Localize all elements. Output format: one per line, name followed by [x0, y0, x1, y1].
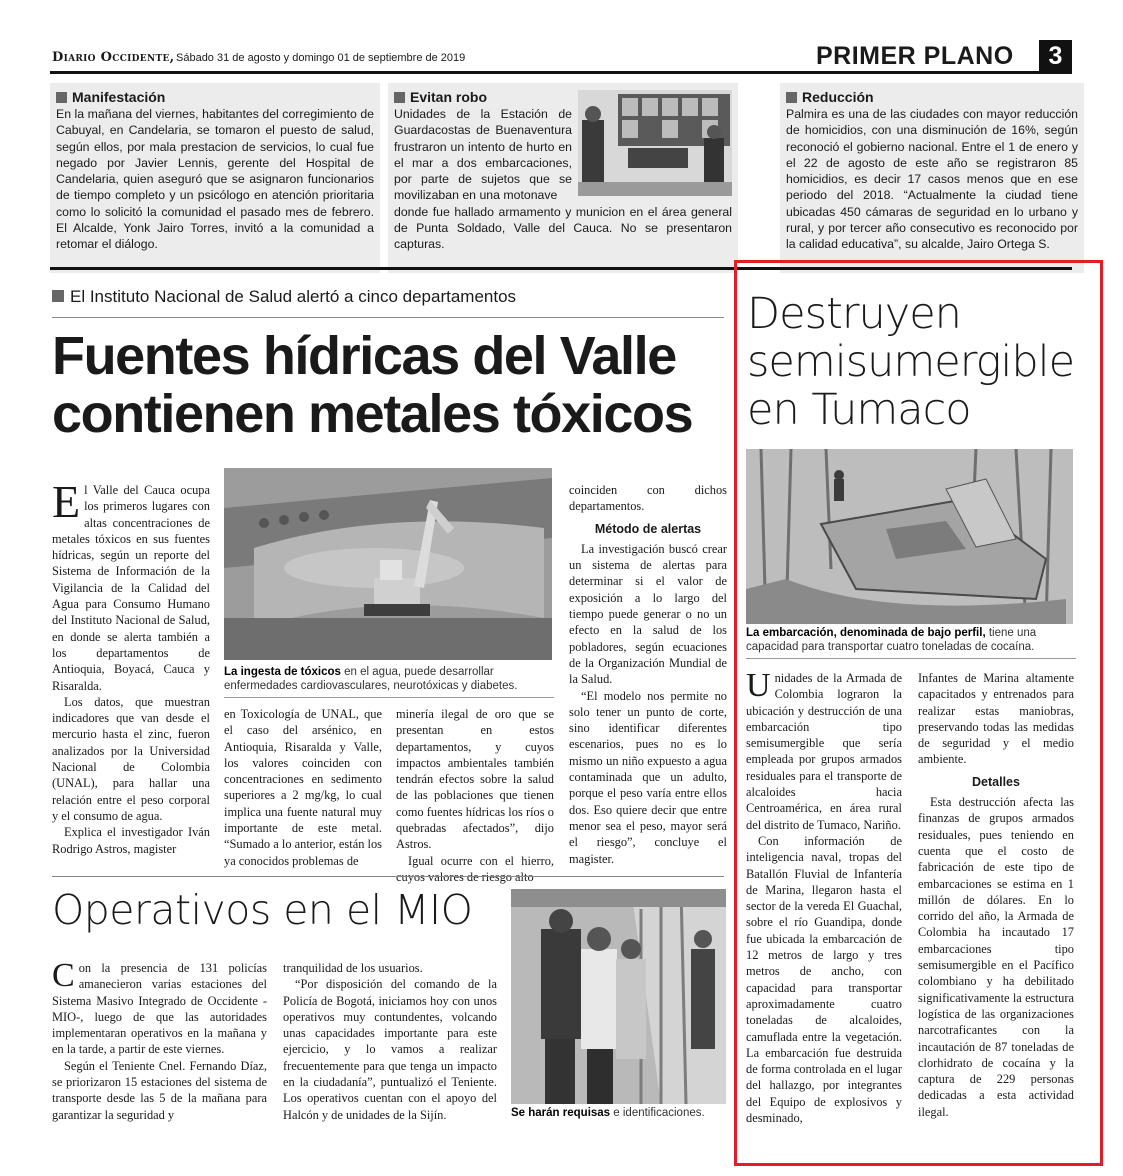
issue-date: Sábado 31 de agosto y domingo 01 de septiembre de 2019	[176, 52, 466, 64]
paragraph: tranquilidad de los usuarios.	[283, 961, 423, 975]
drop-cap: E	[52, 476, 81, 527]
tumaco-story-column-2	[918, 670, 1074, 1120]
drop-cap: C	[52, 957, 75, 994]
caption-rule	[746, 658, 1076, 659]
square-bullet-icon	[394, 92, 405, 103]
newspaper-name: Diario Occidente,	[52, 50, 175, 65]
paragraph: minería ilegal de oro que se presentan en estos departamentos, y cuyos impactos ambientales también tendrán efectos sobre la salud de las poblaciones que tienen como fuentes hídricas los ríos o quebradas afectados”, dijo Astros.	[396, 707, 554, 852]
paragraph: nidades de la Armada de Colombia lograron la ubicación y destrucción de una embarcación tipo semisumergible que sería empleada por grupos armados residuales para el transporte de alcaloides hacia Centroamérica, en área rural del distrito de Tumaco, Nariño.	[746, 671, 902, 832]
police-search-photo	[511, 889, 726, 1104]
paragraph: “Por disposición del comando de la Policía de Bogotá, iniciamos hoy con unos operativos muy contundentes, volcando unas capacidades importante para este ejercicio, y lo vamos a realizar frecuentemente para que tenga un impacto en la ciudadanía”, puntualizó el Teniente. Los operativos cuentan con el apoyo del Halcón y de unidades de la Sijín.	[283, 977, 497, 1122]
brief-title: Reducción	[786, 88, 1078, 106]
paragraph: La investigación buscó crear un sistema de alertas para determinar si el valor de exposición a lo largo del tiempo puede generar o no un efecto en la salud de los pobladores, según ecuaciones de la Organización Mundial de la Salud.	[569, 541, 727, 687]
main-story-column-2	[224, 706, 382, 869]
paragraph: on la presencia de 131 policías amanecieron varias estaciones del Sistema Masivo Integrado de Occidente -MIO-, luego de que las autoridades implementaran operativos en la mañana y en la tarde, a partir de este viernes.	[52, 961, 267, 1057]
brief-text: Palmira es una de las ciudades con mayor reducción de homicidios, con una disminución de 16%, según reconoció el gobierno nacional. Entre el 1 de enero y el 22 de agosto de este año se registraron 85 homicidios, es decir 17 casos menos que en ese periodo del 2018. “Actualmente la ciudad tiene ubicadas 450 cámaras de seguridad en lo urbano y rural, y por tercer año consecutivo es reconocido por la calidad educativa”, su alcalde, Jairo Ortega S.	[786, 107, 1078, 252]
paragraph: en Toxicología de UNAL, que el caso del arsénico, en Antioquia, Risaralda y Valle, los valores coinciden con concentraciones en sedimento superiores a 2 mg/kg, lo cual implica una fuente natural muy importante de este metal. “Sumado a lo anterior, están los ya conocidos problemas de	[224, 707, 382, 868]
story-rule	[52, 876, 724, 877]
subheading: Detalles	[972, 774, 1020, 789]
header-rule	[50, 71, 1072, 74]
tumaco-story-column-1	[746, 667, 902, 1126]
caption-rule	[224, 697, 554, 698]
section-title: PRIMER PLANO	[816, 42, 1014, 70]
brief-evitan-robo	[388, 83, 738, 273]
paragraph: Explica el investigador Iván Rodrigo Astros, magister	[52, 825, 210, 856]
square-bullet-icon	[786, 92, 797, 103]
paragraph: “El modelo nos permite no solo tener un punto de corte, sino identificar diferentes escenarios, pues no es lo mismo un niño expuesto a agua contaminada que un adulto, porque el peso varía entre ellos dos. Eso quiere decir que entre menor sea el peso, mayor será el riesgo”, concluye el magister.	[569, 688, 727, 866]
square-bullet-icon	[56, 92, 67, 103]
brief-title: Evitan robo	[394, 88, 572, 106]
paragraph: Según el Teniente Cnel. Fernando Díaz, se priorizaron 15 estaciones del sistema de transporte desde las 5 de la mañana para garantizar la seguridad y	[52, 1058, 267, 1122]
police-photo-caption: Se harán requisas e identificaciones.	[511, 1107, 705, 1119]
paragraph: Esta destrucción afecta las finanzas de grupos armados residuales, pues teniendo en cuenta que el costo de fabricación de este tipo de embarcaciones se estima en 1 millón de dólares. En lo corrido del año, la Armada de Colombia ha incautado 17 embarcaciones tipo semisumergible en el Pacífico colombiano y ha debilitado significativamente la estructura logística de las organizaciones narcotraficantes con la incautación de 87 toneladas de clorhidrato de cocaína y la captura de 229 personas dedicadas a esta actividad ilegal.	[918, 795, 1074, 1119]
main-story-column-3	[396, 706, 554, 885]
main-story-column-4	[569, 482, 727, 867]
paragraph: coinciden con dichos departamentos.	[569, 483, 727, 514]
main-story-column-1	[52, 476, 210, 857]
mio-story-headline: Operativos en el MIO	[52, 886, 473, 934]
semisubmersible-photo-caption: La embarcación, denominada de bajo perfil, tiene una capacidad para transportar cuatro toneladas de cocaína.	[746, 627, 1037, 653]
coastguard-weapons-photo	[578, 90, 732, 196]
brief-manifestacion	[50, 83, 380, 273]
drop-cap: U	[746, 667, 771, 704]
paragraph: Con información de inteligencia naval, tropas del Batallón Fluvial de Infantería de Marina, llegaron hasta el sector de la vereda El Guachal, sobre el río Guandipa, donde fue ubicada la embarcación de 12 metros de largo y tres metros de ancho, con capacidad para transportar aproximadamente cuatro toneladas de alcaloides, camuflada entre la vegetación. La embarcación fue destruida de forma controlada en el lugar del hallazgo, por integrantes del Equipo de explosivos y desminado,	[746, 833, 902, 1126]
brief-title: Manifestación	[56, 88, 374, 106]
brief-reduccion	[780, 83, 1084, 273]
paragraph: Igual ocurre con el hierro,	[408, 853, 554, 868]
excavator-photo-caption: La ingesta de tóxicos en el agua, puede desarrollar enfermedades cardiovasculares, neurotóxicas y diabetes.	[224, 666, 518, 692]
excavator-photo	[224, 468, 552, 660]
semisubmersible-photo	[746, 449, 1073, 624]
paragraph: Los datos, que muestran indicadores que van desde el mercurio hasta el zinc, fueron analizados por la Universidad Nacional de Colombia (UNAL), para hallar una relación entre el peso corporal y el consumo de agua.	[52, 694, 210, 823]
tumaco-story-headline: Destruyen semisumergible en Tumaco	[747, 289, 1075, 435]
brief-text: En la mañana del viernes, habitantes del corregimiento de Cabuyal, en Candelaria, se tomaron el puesto de salud, según ellos, por mala prestacion de servicios, lo cual fue negado por Javier Lennis, gerente del Hospital de Candelaria, quien aseguró que se asignaron funcionarios de tiempo completo y un psicólogo en atención prioritaria como lo solicitó la comunidad el pasado mes de febrero. El Alcalde, Yonk Jairo Torres, invitó a la comunidad a retomar el diálogo.	[56, 107, 374, 252]
subheading: Método de alertas	[594, 521, 702, 536]
paragraph: Infantes de Marina altamente capacitados y entrenados para realizar estas maniobras, preservando todas las medidas de seguridad y el medio ambiente.	[918, 671, 1074, 767]
square-bullet-icon	[52, 290, 64, 302]
mio-story-column-1	[52, 957, 267, 1123]
main-story-kicker: El Instituto Nacional de Salud alertó a cinco departamentos	[52, 287, 516, 307]
main-story-headline: Fuentes hídricas del Valle contienen metales tóxicos	[52, 326, 693, 444]
brief-text-continued: donde fue hallado armamento y municion en el área general de Punta Soldado, Valle del Cauca. No se presentaron capturas.	[394, 204, 732, 252]
paragraph: l Valle del Cauca ocupa los primeros lugares con altas concentraciones de metales tóxicos en sus fuentes hídricas, según un reporte del Sistema de Información de la Vigilancia de la Calidad del Agua para Consumo Humano del Instituto Nacional de Salud, en donde se alerta también a los departamentos de Antioquia, Boyacá, Cauca y Risaralda.	[52, 483, 210, 693]
brief-text: Unidades de la Estación de Guardacostas de Buenaventura frustraron un intento de hurto en el mar a dos embarcaciones, por parte de sujetos que se movilizaban en una motonave	[394, 107, 572, 203]
mio-story-column-2	[283, 960, 497, 1123]
page-number: 3	[1039, 40, 1072, 72]
kicker-rule	[52, 317, 724, 318]
